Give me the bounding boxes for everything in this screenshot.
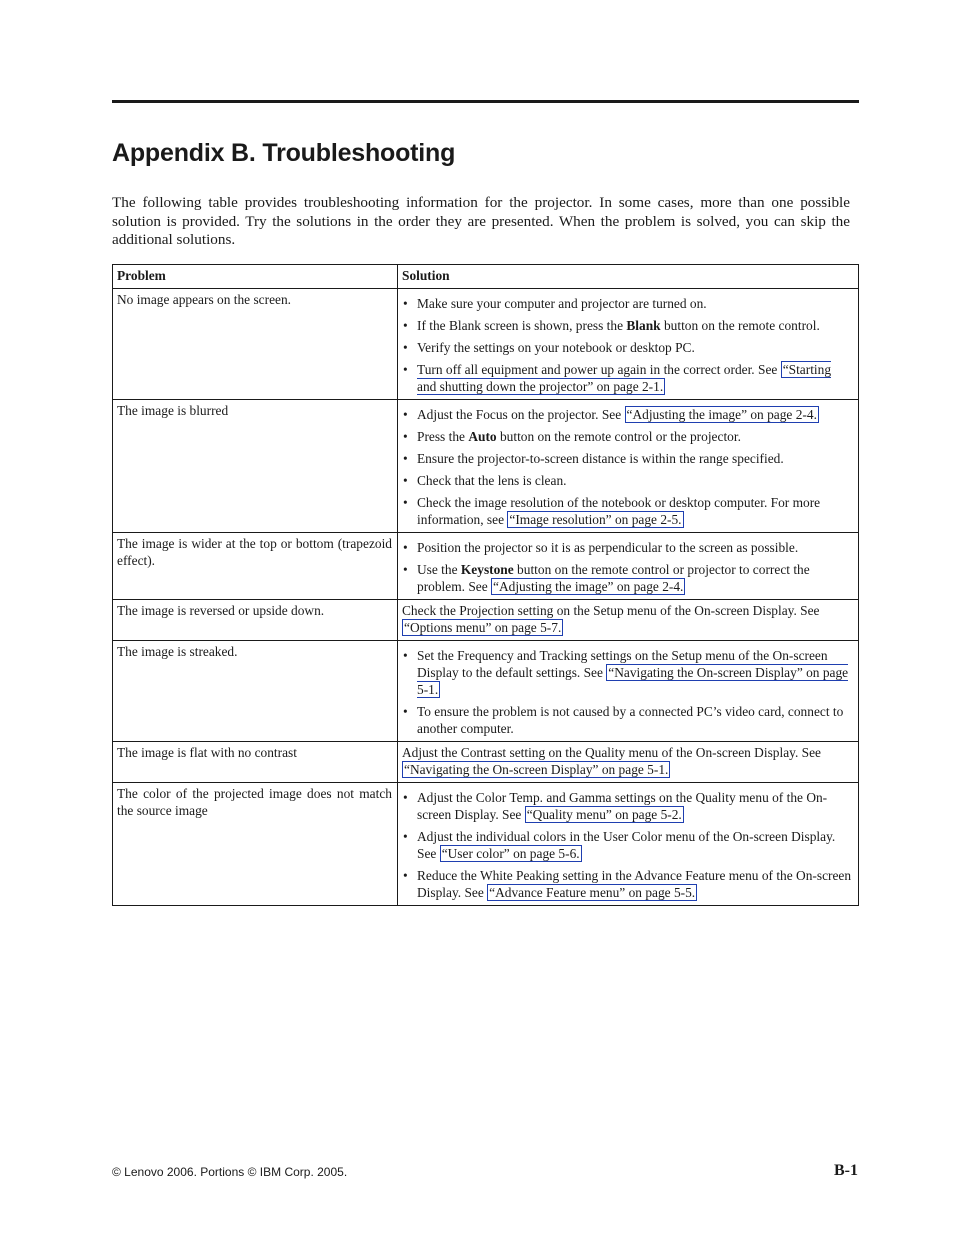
table-row [113, 742, 859, 783]
solution-cell [398, 289, 859, 400]
solution-text: Check the image resolution of the notebook or desktop computer. For more information, see [417, 495, 821, 527]
solution-text: Make sure your computer and projector are turned on. [417, 296, 707, 311]
solution-cell [398, 600, 859, 641]
solution-item [402, 450, 853, 467]
table-row [113, 533, 859, 600]
table-row [113, 400, 859, 533]
solution-cell [398, 400, 859, 533]
solution-text: button on the remote control or projector to correct the problem. See [417, 562, 810, 594]
page-title: Appendix B. Troubleshooting [112, 139, 456, 167]
solution-text: Use the [417, 562, 461, 577]
table-row [113, 641, 859, 742]
solution-list [402, 406, 853, 528]
solution-cell [398, 641, 859, 742]
solution-item [402, 339, 853, 356]
cross-reference-link[interactable]: “Adjusting the image” on page 2-4. [493, 579, 684, 594]
solution-item [402, 406, 853, 423]
solution-item [402, 361, 853, 395]
solution-cell [398, 783, 859, 906]
problem-cell: The image is flat with no contrast [113, 742, 398, 783]
solution-cell [398, 533, 859, 600]
cross-reference-link[interactable]: “Advance Feature menu” on page 5-5. [489, 885, 696, 900]
table-body [113, 289, 859, 906]
intro-paragraph: The following table provides troubleshooting information for the projector. In some cases, more than one possible solution is provided. Try the solutions in the order they are presented. When the problem is solved, you can skip the additional solutions. [112, 194, 850, 248]
solution-list [402, 647, 853, 737]
solution-text: button on the remote control. [660, 318, 820, 333]
problem-cell: The color of the projected image does not match the source image [113, 783, 398, 906]
cross-reference-link[interactable]: “Starting and shutting down the projector” on page 2-1. [417, 362, 832, 394]
problem-cell: The image is reversed or upside down. [113, 600, 398, 641]
solution-item [402, 647, 853, 698]
top-rule [112, 100, 859, 103]
cross-reference-link[interactable]: “Navigating the On-screen Display” on page 5-1. [404, 762, 669, 777]
solution-item [402, 472, 853, 489]
table-header-row [113, 265, 859, 289]
solution-item [402, 428, 853, 445]
solution-item [402, 539, 853, 556]
header-solution: Solution [398, 265, 859, 289]
solution-text: Reduce the White Peaking setting in the Advance Feature menu of the On-screen Display. See [417, 868, 852, 900]
button-name: Keystone [460, 562, 514, 577]
solution-text: Verify the settings on your notebook or desktop PC. [417, 340, 695, 355]
header-problem: Problem [113, 265, 398, 289]
solution-text: Press the [417, 429, 469, 444]
problem-cell: The image is wider at the top or bottom (trapezoid effect). [113, 533, 398, 600]
problem-cell: No image appears on the screen. [113, 289, 398, 400]
solution-list [402, 295, 853, 395]
cross-reference-link[interactable]: “Options menu” on page 5-7. [404, 620, 562, 635]
cross-reference-link[interactable]: “Image resolution” on page 2-5. [509, 512, 682, 527]
button-name: Blank [626, 318, 661, 333]
solution-text: Adjust the Contrast setting on the Quality menu of the On-screen Display. See [402, 745, 821, 760]
button-name: Auto [468, 429, 497, 444]
problem-cell: The image is blurred [113, 400, 398, 533]
solution-text: Check the Projection setting on the Setup menu of the On-screen Display. See [402, 603, 820, 618]
solution-item [402, 561, 853, 595]
troubleshooting-table [112, 264, 859, 906]
solution-item [402, 828, 853, 862]
solution-text: Position the projector so it is as perpendicular to the screen as possible. [417, 540, 799, 555]
solution-item [402, 703, 853, 737]
solution-item [402, 317, 853, 334]
solution-item [402, 789, 853, 823]
solution-text: Check that the lens is clean. [417, 473, 567, 488]
solution-item [402, 295, 853, 312]
solution-text: Adjust the Color Temp. and Gamma settings on the Quality menu of the On-screen Display. See [417, 790, 828, 822]
solution-text: Set the Frequency and Tracking settings on the Setup menu of the On-screen Display to the default settings. See [417, 648, 828, 680]
solution-text: Adjust the Focus on the projector. See [417, 407, 625, 422]
footer-copyright: © Lenovo 2006. Portions © IBM Corp. 2005. [112, 1165, 348, 1179]
cross-reference-link[interactable]: “Quality menu” on page 5-2. [526, 807, 682, 822]
solution-item [402, 494, 853, 528]
solution-list [402, 789, 853, 901]
cross-reference-link[interactable]: “Adjusting the image” on page 2-4. [626, 407, 817, 422]
page-number: B-1 [834, 1162, 858, 1179]
solution-text: To ensure the problem is not caused by a connected PC’s video card, connect to another computer. [417, 704, 844, 736]
cross-reference-link[interactable]: “Navigating the On-screen Display” on page 5-1. [417, 665, 849, 697]
table-row [113, 289, 859, 400]
solution-text: Adjust the individual colors in the User Color menu of the On-screen Display. See [417, 829, 836, 861]
problem-cell: The image is streaked. [113, 641, 398, 742]
table-row [113, 783, 859, 906]
solution-text: If the Blank screen is shown, press the [417, 318, 627, 333]
solution-cell [398, 742, 859, 783]
cross-reference-link[interactable]: “User color” on page 5-6. [441, 846, 580, 861]
solution-text: Ensure the projector-to-screen distance is within the range specified. [417, 451, 784, 466]
solution-text: button on the remote control or the projector. [496, 429, 741, 444]
solution-item [402, 867, 853, 901]
solution-text: Turn off all equipment and power up again in the correct order. See [417, 362, 781, 377]
solution-list [402, 539, 853, 595]
table-row [113, 600, 859, 641]
